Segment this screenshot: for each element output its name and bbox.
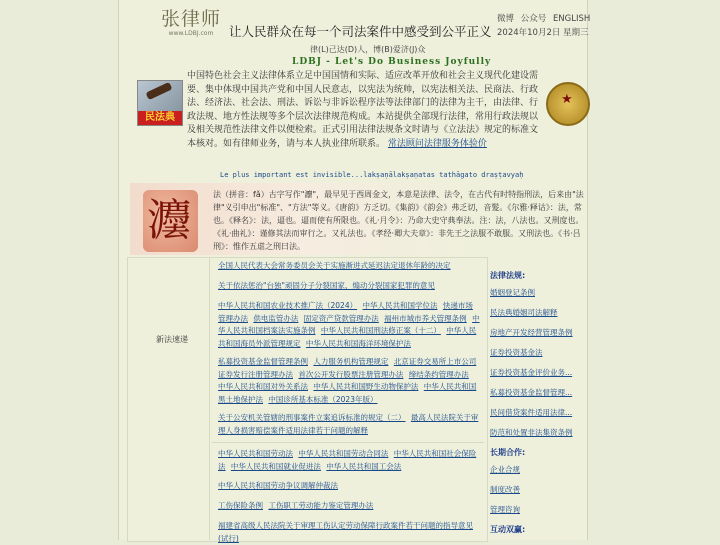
news-link[interactable]: 供电监管办法 [253,313,299,323]
news-link[interactable]: 最高人民法院关于审理人身损害赔偿案件适用法律若干问题的解释 [218,413,479,435]
news-link[interactable]: 工伤职工劳动能力鉴定管理办法 [268,501,374,510]
news-link[interactable]: 首次公开发行股票注册管理办法 [298,369,404,379]
news-link[interactable]: 中华人民共和国学位法 [362,301,438,310]
news-link[interactable]: 中华人民共和国对外关系法 [218,382,308,391]
character-explanation: 法（拼音：fǎ）古字写作"灋"，最早见于西周金文，本意是法律、法令，在古代有时特指刑法，后来由"法律"义引申出"标准"、"方法"等义。《唐韵》方乏切。《集韵》《韵会》弗乏切，音髮。《尔雅·释诂》：法，常也。《释名》：法，逼也。逼而使有所限也。《礼·月令》：乃命大史守典奉法。注：法，八法也。又刑度也。《礼·曲礼》：谨修其法而审行之。又礼法也。《孝经·卿大夫章》：非先王之法服不敢服。又刑法也。《书·吕刑》：惟作五虐之刑曰法。 [213,190,584,251]
legal-service-link[interactable]: 常法顾问法律服务体验价 [387,138,487,149]
sidebar-heading-interaction: 互动双赢: [490,525,526,534]
sidebar-item-law[interactable]: 婚姻登记条例 [490,288,535,297]
sidebar-item-service[interactable]: 企业合规 [490,465,520,474]
fa-glyph: 灋 [147,195,191,246]
national-emblem-icon [546,82,590,126]
news-link[interactable]: 中华人民共和国社会保险法 [218,449,477,471]
current-date: 2024年10月2日 星期三 [497,28,589,38]
quote-link[interactable]: Le plus important est invisible...lakṣaṇālakṣaṇatas tathāgato draṣṭavyaḥ [220,171,524,179]
news-link[interactable]: 中华人民共和国海员外派管理规定 [218,326,477,348]
news-divider [209,257,210,540]
news-link[interactable]: 快递市场管理办法 [218,301,473,323]
news-label: 新法速递 [156,335,188,344]
news-group-3 [218,300,480,350]
sidebar-item-law[interactable]: 民间借贷案件适用法律... [490,408,573,417]
news-link[interactable]: 中华人民共和国工会法 [326,461,402,471]
intro-paragraph [187,70,540,151]
sidebar-item-service[interactable]: 制度改善 [490,485,520,494]
news-group-5 [218,412,480,437]
news-link[interactable]: 福建省高级人民法院关于审理工伤认定劳动保障行政案件若干问题的指导意见(试行) [218,521,473,543]
sidebar-heading-laws: 法律法规: [490,271,526,280]
news-link[interactable]: 北京证券交易所上市公司证券发行注册管理办法 [218,357,477,379]
news-group-9 [218,520,480,545]
sidebar-item-law[interactable]: 民法典婚姻司法解释 [490,308,558,317]
tagline: LDBJ - Let's Do Business Joyfully [292,57,492,67]
news-link[interactable]: 缔结条约管理办法 [408,369,469,379]
news-group-1 [218,260,480,273]
header-right [497,12,594,40]
news-link[interactable]: 中华人民共和国劳动法 [218,449,293,458]
news-link[interactable]: 关于依法惩治"台独"顽固分子分裂国家、煽动分裂国家犯罪的意见 [218,281,435,290]
news-link[interactable]: 工伤保险条例 [218,501,263,510]
sidebar-item-service[interactable]: 管理咨询 [490,505,520,514]
sidebar-item-law[interactable]: 防范和处置非法集资条例 [490,428,573,437]
sidebar-item-law[interactable]: 证券投资基金法 [490,348,543,357]
logo-text: 张律师 [160,8,221,30]
news-link[interactable]: 中华人民共和国劳动合同法 [298,449,389,458]
weibo-link[interactable]: 微博 [497,14,515,24]
news-group-6 [218,448,480,473]
civil-code-image[interactable] [137,80,183,126]
news-link[interactable]: 中华人民共和国就业促进法 [230,461,321,471]
news-link[interactable]: 中华人民共和国劳动争议调解仲裁法 [218,481,338,490]
sidebar-item-law[interactable]: 房地产开发经营管理条例 [490,328,573,337]
news-link[interactable]: 中华人民共和国海洋环境保护法 [305,338,411,348]
news-link[interactable]: 中华人民共和国野生动物保护法 [313,382,419,391]
news-link[interactable]: 中华人民共和国档案法实施条例 [218,313,480,335]
emblem-star-icon: ★ [561,92,573,107]
news-link[interactable]: 全国人民代表大会常务委员会关于实施渐进式延迟法定退休年龄的决定 [218,261,451,270]
news-link[interactable]: 中华人民共和国黑土地保护法 [218,382,477,404]
sidebar-item-law[interactable]: 私募投资基金监督管理... [490,388,573,397]
civil-code-label: 民法典 [138,111,182,125]
news-separator [212,442,484,443]
fa-character-image [143,190,198,252]
gavel-icon [146,82,173,100]
site-slogan: 让人民群众在每一个司法案件中感受到公平正义 [229,24,492,39]
logo-url: www.LDBJ.com [168,30,214,37]
news-group-4 [218,356,480,406]
sidebar [490,270,586,541]
sidebar-heading-cooperation: 长期合作: [490,448,526,457]
news-group-8 [218,500,480,513]
site-logo[interactable] [160,8,222,38]
news-link[interactable]: 关于公安机关管辖的刑事案件立案追诉标准的规定（二） [218,413,406,422]
news-group-7 [218,480,480,493]
sidebar-item-law[interactable]: 证券投资基金评价业务... [490,368,573,377]
news-group-2 [218,280,480,293]
news-link[interactable]: 中华人民共和国刑法修正案（十二） [320,326,441,335]
english-link[interactable]: ENGLISH [552,14,591,24]
news-link[interactable]: 固定资产贷款管理办法 [303,313,379,323]
news-link[interactable]: 中国诊所基本标准（2023年版） [268,394,378,404]
news-link[interactable]: 私募投资基金监督管理条例 [218,357,308,366]
motto: 律(L)己达(D)人，博(B)爱济(J)众 [310,45,426,54]
intro-text: 中国特色社会主义法律体系立足中国国情和实际、适应改革开放和社会主义现代化建设需要、集中体现中国共产党和中国人民意志，以宪法为统帅，以宪法相关法、民商法、行政法、经济法、社会法、刑法、诉讼与非诉讼程序法等法律部门的法律为主干，由法律、行政法规、地方性法规等多个层次法律规范构成。本站提供全部现行法律，常用行政法规以及相关规范性法律文件以便检索。正式引用法律法规条文时请与《立法法》规定的标准文本核对。如有律师业务，请与本人执业律所联系。 [187,71,539,149]
news-link[interactable]: 福州市城市养犬管理条例 [384,313,467,323]
news-link[interactable]: 人力服务机构管理规定 [313,357,389,366]
news-link[interactable]: 中华人民共和国农业技术推广法（2024） [218,301,358,310]
wechat-link[interactable]: 公众号 [520,14,547,24]
